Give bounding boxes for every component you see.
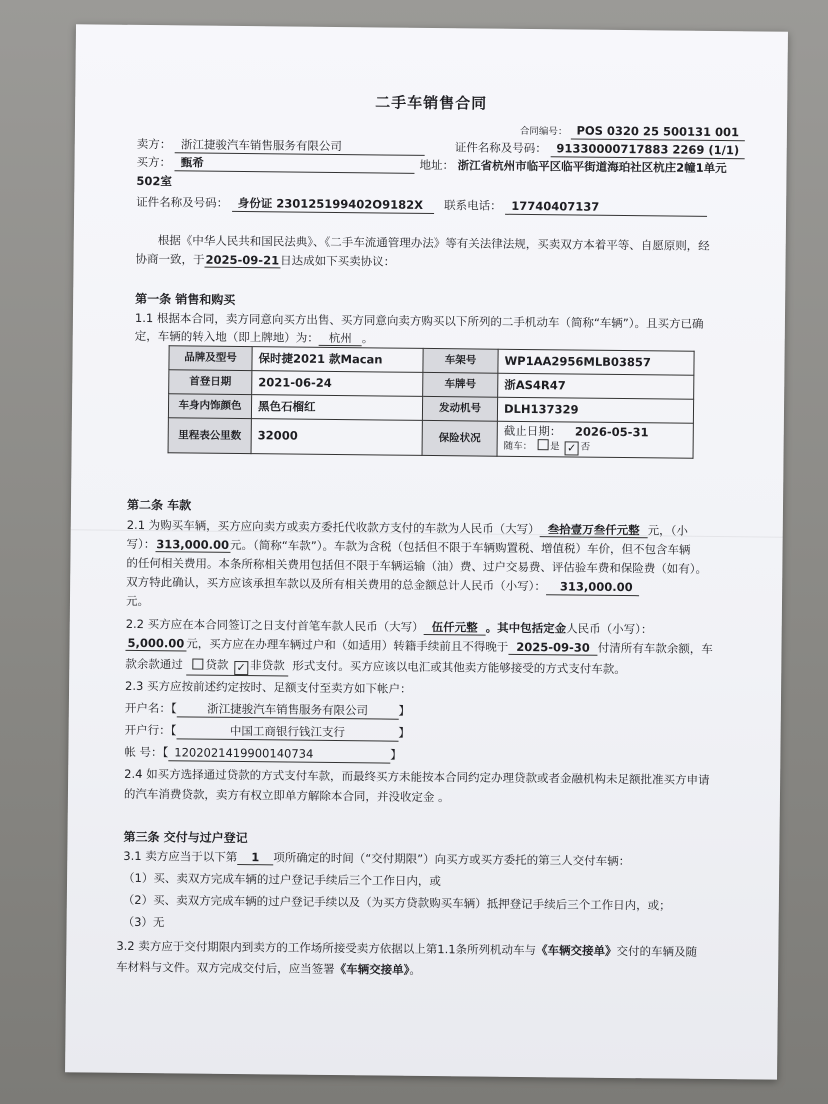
handover-form: 《车辆交接单》 <box>334 962 410 977</box>
price-upper: 叁拾壹万叁仟元整 <box>540 524 648 538</box>
no-label: 否 <box>580 441 591 453</box>
contract-title: 二手车销售合同 <box>375 93 488 113</box>
account-bank-row <box>124 722 410 741</box>
s2-1-text-c: 写）： <box>126 536 156 552</box>
account-name-row <box>124 700 411 719</box>
section-2-title: 第二条 车款 <box>126 497 192 513</box>
s2-1-text-b: 元，（小 <box>647 523 689 538</box>
s3-1-line <box>123 848 631 869</box>
contract-paper <box>65 24 788 1079</box>
plate-label: 车牌号 <box>423 372 498 397</box>
phone-row <box>444 200 707 216</box>
s1-1-end: 。 <box>361 331 374 346</box>
s2-1-line-3: 的任何相关费用。本条所称相关费用包括但不限于车辆运输（油）费、过户交易费、评估验车费和保险费（如有）。 <box>126 555 708 576</box>
seller-id-row <box>455 142 746 159</box>
s2-1-line-4 <box>126 574 639 596</box>
s3-1-text-a: 3.1 卖方应当于以下第 <box>123 848 238 865</box>
intro-line-1: 根据《中华人民共和国民法典》、《二手车流通管理办法》等有关法律法规，买卖双方本着平等、自愿原则，经 <box>157 233 710 253</box>
buyer-row <box>136 154 414 173</box>
s2-2-text-c: 人民币（小写）： <box>566 621 653 637</box>
bracket-close: 】 <box>398 703 411 718</box>
account-bank: 中国工商银行钱江支行 <box>176 725 398 741</box>
s2-2-line-3 <box>125 658 626 680</box>
account-number-row <box>124 744 402 763</box>
address-row <box>419 157 727 176</box>
buyer-id-row <box>136 194 434 214</box>
s1-1-line-2 <box>134 328 374 346</box>
s2-2-text-d: 元，买方应在办理车辆过户和（如适用）转籍手续前且不得晚于 <box>186 636 509 654</box>
contract-number-row <box>520 125 745 141</box>
account-number: 1202021419900140734 <box>168 747 390 763</box>
handover-form: 《车辆交接单》 <box>536 943 617 958</box>
insurance-date-row <box>504 423 687 441</box>
yes-label: 是 <box>550 441 560 453</box>
s2-2-line-2 <box>125 635 713 657</box>
s2-2-line-1 <box>125 616 653 637</box>
account-name: 浙江捷骏汽车销售服务有限公司 <box>177 703 399 719</box>
s1-1-text: 定，车辆的转入地（即上牌地）为： <box>134 328 319 345</box>
reg-date-label: 首登日期 <box>169 370 252 395</box>
plate-value: 浙AS4R47 <box>498 373 694 399</box>
account-bank-label: 开户行：【 <box>124 722 177 738</box>
vin-value: WP1AA2956MLB03857 <box>498 349 694 375</box>
s3-2-text-d: 。 <box>409 962 421 977</box>
insurance-follow-row <box>504 439 687 457</box>
non-loan-checkbox-checked: ✓ <box>234 661 248 675</box>
section-1-title: 第一条 销售和购买 <box>135 291 236 307</box>
table-row <box>168 418 693 458</box>
buyer-id-label: 证件名称及号码： <box>136 194 229 210</box>
s2-1-text-e: 双方特此确认，买方应该承担车款以及所有相关费用的总金额总计人民币（小写）： <box>126 574 546 594</box>
s2-4-line-2: 的汽车消费贷款，卖方有权立即单方解除本合同，并没收定金 。 <box>123 786 450 805</box>
buyer-id: 身份证 230125199402O9182X <box>232 198 434 214</box>
intro-date: 2025-09-21 <box>205 252 280 268</box>
non-loan-label: 非贷款 <box>250 658 285 673</box>
engine-label: 发动机号 <box>422 396 497 421</box>
intro-line-2 <box>135 251 396 269</box>
s2-3-line: 2.3 买方应按前述约定按时、足额支付至卖方如下帐户： <box>125 678 412 696</box>
s2-2-text-g: 形式支付。买方应该以电汇或其他卖方能够接受的方式支付车款。 <box>292 658 626 677</box>
seller-label: 卖方： <box>136 136 172 152</box>
first-payment-upper: 伍仟元整 <box>424 622 486 635</box>
contract-number-label: 合同编号： <box>519 125 568 138</box>
deposit-bold: 。其中包括定金 <box>485 620 567 636</box>
payment-method <box>186 658 288 676</box>
insurance-label: 保险状况 <box>422 420 497 456</box>
s3-option-2: （2）买、卖双方完成车辆的过户登记手续以及（为买方贷款购买车辆）抵押登记手续后三个工作日内，或； <box>122 892 671 913</box>
s2-4-line-1: 2.4 如买方选择通过贷款的方式支付车款，而最终买方未能按本合同约定办理贷款或者金融机构未足额批准买方申请 <box>124 766 710 787</box>
insurance-date: 2026-05-31 <box>574 424 649 440</box>
no-checkbox-checked: ✓ <box>565 441 579 455</box>
s3-2-text-b: 交付的车辆及随 <box>616 943 698 959</box>
vin-label: 车架号 <box>423 348 498 373</box>
s3-option-3: （3）无 <box>122 914 165 930</box>
intro-text-b: 日达成如下买卖协议： <box>280 253 396 269</box>
account-number-label: 帐 号：【 <box>124 744 169 760</box>
seller-id: 91330000717883 2269 (1/1) <box>550 143 745 159</box>
s2-2-text-e: 付清所有车款余额，车 <box>597 640 713 656</box>
price-lower: 313,000.00 <box>156 537 230 552</box>
s3-option-1: （1）买、卖双方完成车辆的过户登记手续后三个工作日内，或 <box>123 870 441 889</box>
s1-1-line-1: 1.1 根据本合同，卖方同意向买方出售、买方同意向卖方购买以下所列的二手机动车（简称“车辆”）。且买方已确 <box>134 310 704 331</box>
account-name-label: 开户名：【 <box>124 700 177 716</box>
reg-date-value: 2021-06-24 <box>252 371 423 397</box>
s3-1-text-b: 项所确定的时间（“交付期限”）向买方或买方委托的第三人交付车辆： <box>273 850 631 869</box>
contract-number: POS 0320 25 500131 001 <box>570 125 745 140</box>
s2-2-text-a: 2.2 买方应在本合同签订之日支付首笔车款人民币（大写） <box>125 616 424 634</box>
brand-label: 品牌及型号 <box>169 346 252 371</box>
s3-2-text-a: 3.2 卖方应于交付期限内到卖方的工作场所接受卖方依据以上第1.1条所列机动车与 <box>116 938 537 958</box>
seller-name: 浙江捷骏汽车销售服务有限公司 <box>175 139 425 155</box>
payment-deadline: 2025-09-30 <box>508 642 598 655</box>
odometer-label: 里程表公里数 <box>168 418 251 454</box>
s3-2-line-1 <box>116 938 698 959</box>
buyer-name: 甄希 <box>175 157 415 173</box>
loan-checkbox <box>192 659 203 670</box>
s3-2-line-2 <box>116 959 421 977</box>
s2-1-text-a: 2.1 为购买车辆，买方应向卖方或卖方委托代收款方支付的车款为人民币（大写） <box>126 517 540 537</box>
color-label: 车身内饰颜色 <box>168 394 251 419</box>
yes-checkbox <box>537 439 548 450</box>
transfer-city: 杭州 <box>319 333 362 346</box>
seller-row <box>136 136 425 156</box>
s2-1-line-5: 元。 <box>125 593 150 609</box>
total-amount: 313,000.00 <box>546 581 639 595</box>
phone-number: 17740407137 <box>505 201 707 217</box>
insurance-date-label: 截止日期： <box>503 423 562 439</box>
intro-text-a: 协商一致，于 <box>135 251 205 267</box>
buyer-label: 买方： <box>136 154 172 170</box>
engine-value: DLH137329 <box>497 397 693 423</box>
s3-2-text-c: 车材料与文件。双方完成交付后，应当签署 <box>116 959 335 977</box>
delivery-option: 1 <box>237 852 273 865</box>
phone-label: 联系电话： <box>444 198 502 213</box>
bracket-close: 】 <box>390 747 402 762</box>
bracket-close: 】 <box>398 725 410 740</box>
insurance-value <box>497 421 693 458</box>
s2-1-text-d: 元。（简称“车款”）。车款为含税（包括但不限于车辆购置税、增值税）车价，但不包含车辆 <box>230 537 691 557</box>
s2-1-line-2 <box>126 536 691 557</box>
section-3-title: 第三条 交付与过户登记 <box>123 829 248 846</box>
loan-label: 贷款 <box>205 657 229 672</box>
odometer-value: 32000 <box>251 419 422 456</box>
deposit-amount: 5,000.00 <box>125 638 186 651</box>
brand-value: 保时捷2021 款Macan <box>252 347 423 373</box>
s2-2-text-f: 款余款通过 <box>125 656 183 672</box>
insurance-follow-label: 随车： <box>503 440 533 453</box>
address-label: 地址： <box>419 157 455 173</box>
color-value: 黑色石榴红 <box>251 395 422 421</box>
address-line-2: 502室 <box>136 173 172 189</box>
vehicle-info-table <box>168 345 695 459</box>
address-line-1: 浙江省杭州市临平区临平街道海珀社区杭庄2幢1单元 <box>457 158 727 176</box>
s2-1-line-1 <box>126 517 689 538</box>
seller-id-label: 证件名称及号码： <box>454 140 547 156</box>
